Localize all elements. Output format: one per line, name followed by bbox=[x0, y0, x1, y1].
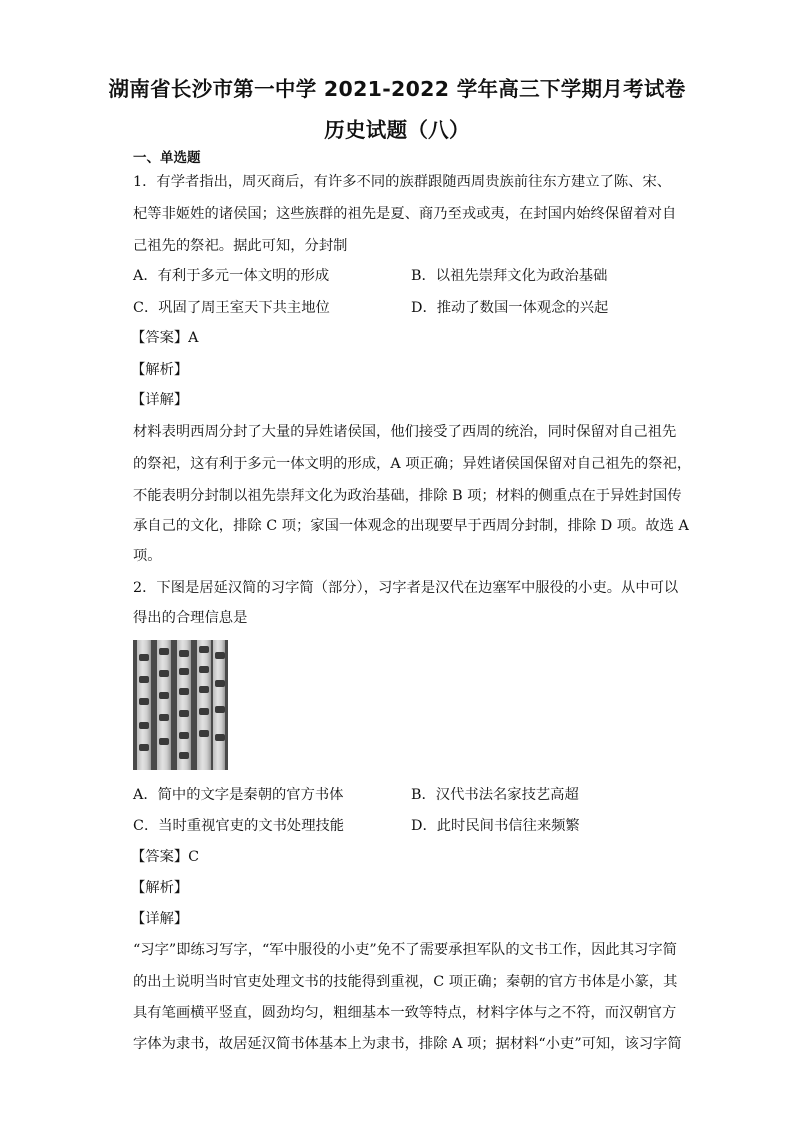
q1-option-c: C．巩固了周王室天下共主地位 bbox=[133, 300, 330, 316]
exam-subtitle: 历史试题（八） bbox=[324, 118, 470, 142]
q1-explanation-line: 承自己的文化，排除 C 项；家国一体观念的出现要早于西周分封制，排除 D 项。故选 A bbox=[133, 518, 689, 534]
q2-stem-line: 2．下图是居延汉简的习字简（部分），习字者是汉代在边塞军中服役的小吏。从中可以 bbox=[133, 580, 679, 596]
q1-stem-line: 己祖先的祭祀。据此可知，分封制 bbox=[133, 238, 348, 254]
q2-answer: 【答案】C bbox=[131, 849, 200, 865]
q2-option-c: C．当时重视官吏的文书处理技能 bbox=[133, 818, 345, 834]
q1-option-a: A．有利于多元一体文明的形成 bbox=[133, 268, 330, 284]
q1-explanation-line: 的祭祀，这有利于多元一体文明的形成，A 项正确；异姓诸侯国保留对自己祖先的祭祀， bbox=[133, 456, 692, 472]
bamboo-slip bbox=[177, 640, 191, 770]
exam-title: 湖南省长沙市第一中学 2021-2022 学年高三下学期月考试卷 bbox=[108, 77, 686, 101]
q2-explanation-line: 字体为隶书，故居延汉简书体基本上为隶书，排除 A 项；据材料“小吏”可知，该习字简 bbox=[133, 1036, 682, 1052]
q1-detail-label: 【详解】 bbox=[131, 392, 189, 408]
bamboo-slip bbox=[137, 640, 151, 770]
q1-analysis-label: 【解析】 bbox=[131, 362, 189, 378]
bamboo-slip bbox=[213, 640, 225, 770]
q1-explanation-line: 项。 bbox=[133, 548, 162, 564]
bamboo-slip bbox=[157, 640, 171, 770]
section-heading: 一、单选题 bbox=[133, 150, 201, 166]
q1-stem-line: 1．有学者指出，周灭商后，有许多不同的族群跟随西周贵族前往东方建立了陈、宋、 bbox=[133, 174, 672, 190]
q2-analysis-label: 【解析】 bbox=[131, 880, 189, 896]
q1-explanation-line: 材料表明西周分封了大量的异姓诸侯国，他们接受了西周的统治，同时保留对自己祖先 bbox=[133, 424, 677, 440]
q2-option-d: D．此时民间书信往来频繁 bbox=[411, 818, 580, 834]
q2-explanation-line: 的出土说明当时官吏处理文书的技能得到重视，C 项正确；秦朝的官方书体是小篆，其 bbox=[133, 974, 678, 990]
q1-option-b: B．以祖先崇拜文化为政治基础 bbox=[411, 268, 608, 284]
q1-explanation-line: 不能表明分封制以祖先崇拜文化为政治基础，排除 B 项；材料的侧重点在于异姓封国传 bbox=[133, 488, 682, 504]
bamboo-slips-image bbox=[133, 640, 228, 770]
q1-stem-line: 杞等非姬姓的诸侯国；这些族群的祖先是夏、商乃至戎或夷，在封国内始终保留着对自 bbox=[133, 206, 677, 222]
q2-detail-label: 【详解】 bbox=[131, 911, 189, 927]
q2-option-b: B．汉代书法名家技艺高超 bbox=[411, 787, 579, 803]
q2-explanation-line: “习字”即练习写字，“军中服役的小吏”免不了需要承担军队的文书工作，因此其习字简 bbox=[133, 942, 677, 958]
bamboo-slip bbox=[197, 640, 211, 770]
q1-option-d: D．推动了数国一体观念的兴起 bbox=[411, 300, 609, 316]
q2-explanation-line: 具有笔画横平竖直，圆劲均匀，粗细基本一致等特点，材料字体与之不符，而汉朝官方 bbox=[133, 1005, 677, 1021]
q1-answer: 【答案】A bbox=[131, 330, 199, 346]
q2-stem-line: 得出的合理信息是 bbox=[133, 610, 248, 626]
q2-option-a: A．简中的文字是秦朝的官方书体 bbox=[133, 787, 344, 803]
